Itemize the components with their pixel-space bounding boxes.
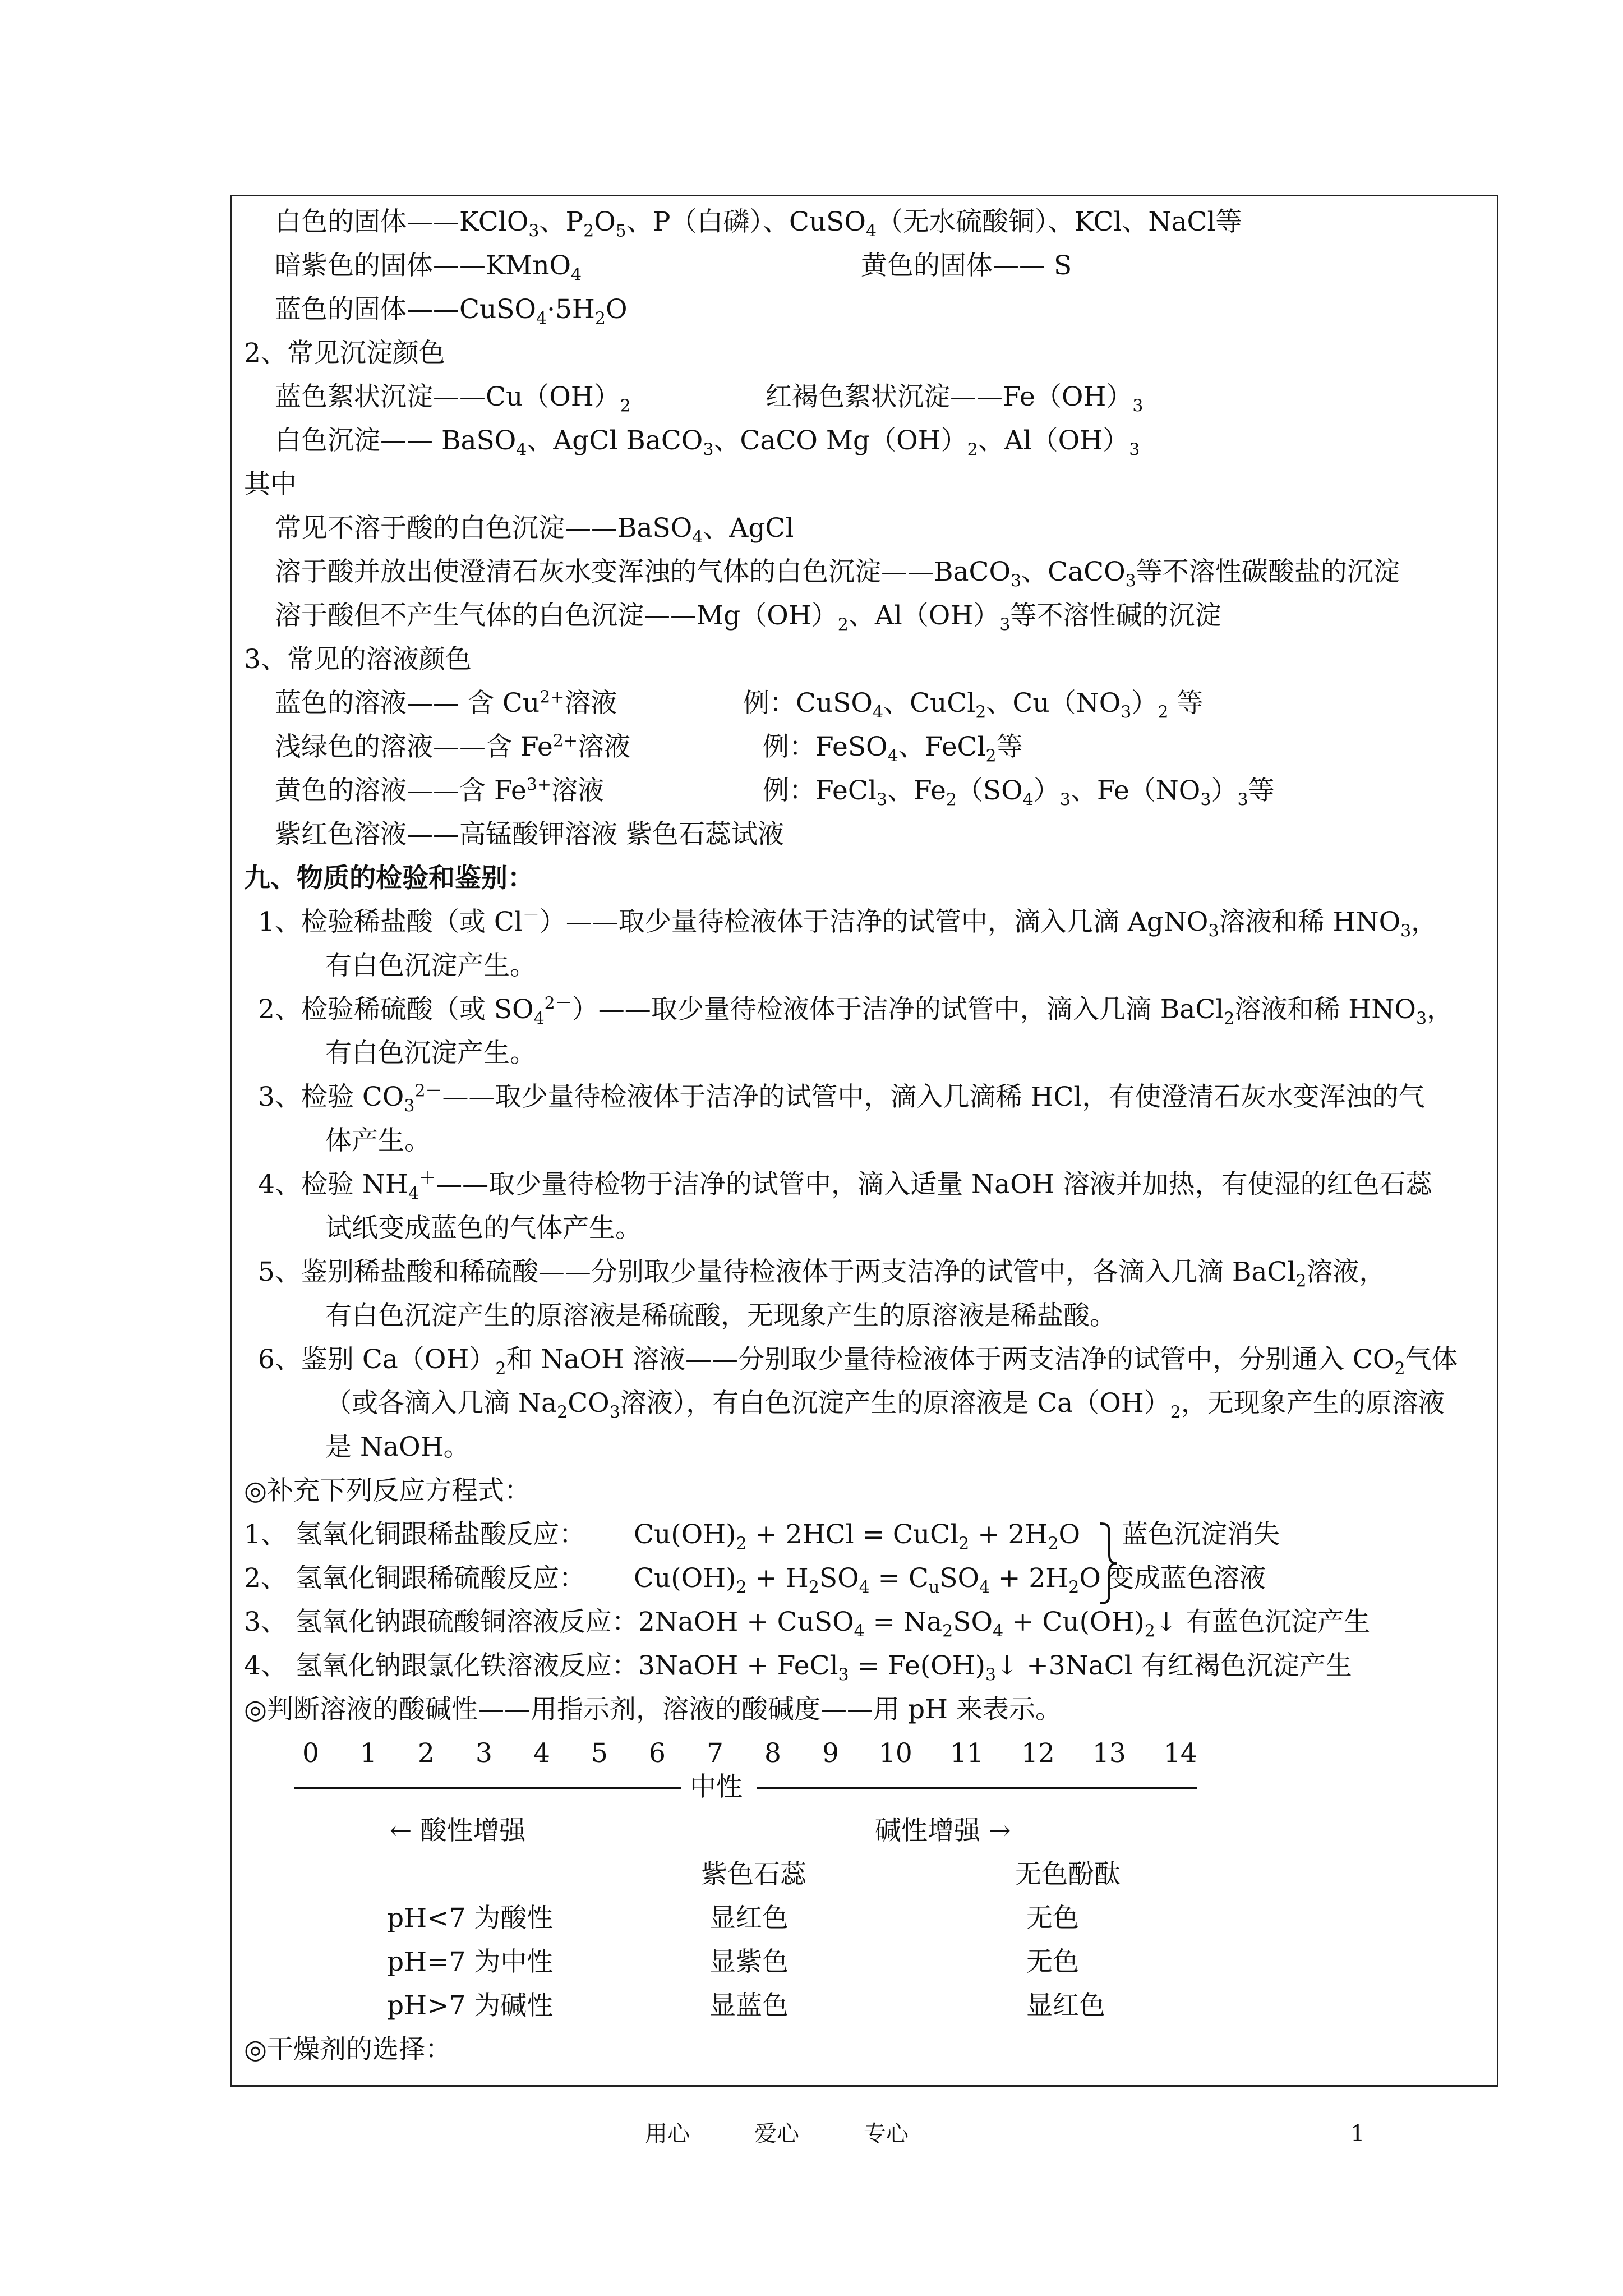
ph-row-litmus: 显紫色 bbox=[709, 1947, 789, 1977]
yellow-solution-example: 例：FeCl$_3$、$Fe_2(SO_4)_3$、$Fe(NO_3)_3$等 bbox=[763, 775, 1275, 810]
soluble-nogas-line: 溶于酸但不产生气体的白色沉淀$——Mg(OH)_2$、$Al(OH)_3$等不溶性碱的沉淀 bbox=[275, 600, 1221, 635]
test-item-6-line-3: 是 NaOH。 bbox=[325, 1432, 470, 1462]
equation-4: 4、 氢氧化钠跟氯化铁溶液反应：3NaOH + FeCl$_3$ = $Fe(OH)_3↓$ +3NaCl 有红褐色沉淀产生 bbox=[244, 1650, 1352, 1685]
equations-heading: ◎补充下列反应方程式： bbox=[244, 1475, 531, 1506]
equation-1: $Cu(OH)_2 + 2HCl$ = CuCl$_2$ + $2H_2O$ bbox=[634, 1519, 1081, 1554]
ph-scale-number: 12 bbox=[1021, 1738, 1055, 1769]
ph-scale-number: 11 bbox=[950, 1738, 984, 1769]
litmus-column-header: 紫色石蕊 bbox=[701, 1859, 806, 1890]
ph-scale-number: 9 bbox=[822, 1738, 839, 1769]
ph-scale-number: 5 bbox=[591, 1738, 608, 1769]
ph-row-litmus: 显蓝色 bbox=[709, 1990, 789, 2021]
equation-3: 3、 氢氧化钠跟硫酸铜溶液反应：2NaOH + CuSO$_4$ = $Na_2SO_4$ + $Cu(OH)_2↓$ 有蓝色沉淀产生 bbox=[244, 1607, 1371, 1641]
test-item-1-line-2: 有白色沉淀产生。 bbox=[325, 950, 536, 981]
equation-2: $Cu(OH)_2 + H_2SO_4 = C_uSO_4 + 2H_2O$ bbox=[634, 1563, 1101, 1598]
test-item-2-line-1: 2、检验稀硫酸（或 $SO_4^{2-})——$取少量待检液体于洁净的试管中，滴入几滴 BaCl$_2$溶液和稀 $HNO_3$， bbox=[258, 993, 1454, 1029]
ph-scale-number: 8 bbox=[764, 1738, 781, 1769]
test-item-3-line-1: 3、检验 $CO_3^{2-}——$取少量待检液体于洁净的试管中，滴入几滴稀 HCl，有使澄清石灰水变浑浊的气 bbox=[258, 1081, 1425, 1116]
light-green-solution-example: 例：FeSO$_4$、FeCl$_2$等 bbox=[763, 731, 1023, 766]
test-item-5-line-2: 有白色沉淀产生的原溶液是稀硫酸，无现象产生的原溶液是稀盐酸。 bbox=[325, 1300, 1116, 1331]
blue-floc-line: 蓝色絮状沉淀$——Cu(OH)_2$ bbox=[275, 381, 631, 416]
scale-line-left bbox=[294, 1787, 681, 1789]
solution-heading: 3、常见的溶液颜色 bbox=[244, 644, 472, 675]
ph-row-label: pH<7 为酸性 bbox=[387, 1903, 554, 1934]
footer-word-1: 用心 bbox=[645, 2121, 690, 2147]
ph-scale-number: 2 bbox=[418, 1738, 435, 1769]
ph-row-litmus: 显红色 bbox=[709, 1903, 789, 1934]
yellow-solid-line: 黄色的固体—— S bbox=[861, 250, 1072, 281]
equation-2-label: 2、 氢氧化铜跟稀硫酸反应： bbox=[244, 1563, 585, 1594]
brace-note-1: 蓝色沉淀消失 bbox=[1122, 1519, 1280, 1550]
test-item-6-line-1: 6、鉴别 $Ca(OH)_2$和 NaOH 溶液——分别取少量待检液体于两支洁净的试管中，分别通入 $CO_2$气体 bbox=[258, 1344, 1458, 1379]
yellow-solution-line: 黄色的溶液——含 $Fe^{3+}$溶液 bbox=[275, 775, 605, 806]
dark-purple-solid-line: 暗紫色的固体——KMnO$_4$ bbox=[275, 250, 582, 285]
acid-stronger-label: ← 酸性增强 bbox=[390, 1815, 526, 1846]
blue-solid-line: 蓝色的固体$——CuSO_4\cdot 5H_2O$ bbox=[275, 294, 628, 329]
ph-scale-number: 0 bbox=[302, 1738, 319, 1769]
white-solids-line: 白色的固体——KClO$_3$、$P_2O_5$、P（白磷）、CuSO$_4$（无水硫酸铜）、KCl、NaCl等 bbox=[275, 206, 1242, 241]
ph-scale-number: 3 bbox=[476, 1738, 492, 1769]
ph-row-phenol: 无色 bbox=[1026, 1947, 1079, 1977]
insoluble-acid-line: 常见不溶于酸的白色沉淀——BaSO$_4$、AgCl bbox=[275, 513, 794, 547]
blue-solution-line: 蓝色的溶液—— 含 $Cu^{2+}$溶液 bbox=[275, 687, 617, 719]
test-item-1-line-1: 1、检验稀盐酸（或 Cl－）——取少量待检液体于洁净的试管中，滴入几滴 AgNO$_3$溶液和稀 $HNO_3$， bbox=[258, 906, 1438, 941]
white-precipitate-line: 白色沉淀—— BaSO$_4$、AgCl BaCO$_3$、CaCO $Mg(OH)_2$、$Al(OH)_3$ bbox=[275, 425, 1140, 460]
light-green-solution-line: 浅绿色的溶液——含 $Fe^{2+}$溶液 bbox=[275, 731, 631, 762]
test-item-4-line-2: 试纸变成蓝色的气体产生。 bbox=[325, 1213, 642, 1244]
ph-scale-number: 6 bbox=[649, 1738, 666, 1769]
brace-note-2: 变成蓝色溶液 bbox=[1108, 1563, 1266, 1594]
ph-scale-number: 13 bbox=[1092, 1738, 1126, 1769]
page-number: 1 bbox=[1350, 2121, 1365, 2147]
purple-red-solution-line: 紫红色溶液——高锰酸钾溶液 紫色石蕊试液 bbox=[275, 819, 784, 850]
footer-word-3: 专心 bbox=[864, 2121, 909, 2147]
ph-row-phenol: 无色 bbox=[1026, 1903, 1079, 1934]
neutral-label: 中性 bbox=[690, 1772, 743, 1802]
footer-word-2: 爱心 bbox=[754, 2121, 799, 2147]
among-label: 其中 bbox=[244, 469, 297, 500]
test-item-3-line-2: 体产生。 bbox=[325, 1125, 431, 1156]
desiccant-heading: ◎干燥剂的选择： bbox=[244, 2034, 452, 2065]
ph-scale-number: 1 bbox=[360, 1738, 377, 1769]
test-item-5-line-1: 5、鉴别稀盐酸和稀硫酸——分别取少量待检液体于两支洁净的试管中，各滴入几滴 BaCl$_2$溶液， bbox=[258, 1257, 1386, 1291]
equation-1-label: 1、 氢氧化铜跟稀盐酸反应： bbox=[244, 1519, 585, 1550]
section-9-heading: 九、物质的检验和鉴别： bbox=[244, 863, 534, 894]
ph-row-label: pH>7 为碱性 bbox=[387, 1990, 554, 2021]
soluble-gas-line: 溶于酸并放出使澄清石灰水变浑浊的气体的白色沉淀——BaCO$_3$、CaCO$_3$等不溶性碳酸盐的沉淀 bbox=[275, 556, 1400, 591]
phenol-column-header: 无色酚酞 bbox=[1015, 1859, 1121, 1890]
ph-intro: ◎判断溶液的酸碱性——用指示剂，溶液的酸碱度——用 pH 来表示。 bbox=[244, 1694, 1062, 1725]
precipitate-heading: 2、常见沉淀颜色 bbox=[244, 338, 445, 369]
red-brown-floc-line: 红褐色絮状沉淀$——Fe(OH)_3$ bbox=[766, 381, 1144, 416]
ph-scale-number: 4 bbox=[533, 1738, 550, 1769]
blue-solution-example: 例：CuSO$_4$、CuCl$_2$、$Cu(NO_3)_2$ 等 bbox=[743, 688, 1204, 723]
ph-scale-number: 10 bbox=[879, 1738, 912, 1769]
scale-line-right bbox=[757, 1787, 1197, 1789]
test-item-2-line-2: 有白色沉淀产生。 bbox=[325, 1038, 536, 1069]
ph-row-label: pH=7 为中性 bbox=[387, 1947, 554, 1977]
ph-scale-number: 14 bbox=[1164, 1738, 1197, 1769]
test-item-4-line-1: 4、检验 $NH_4^+——$取少量待检物于洁净的试管中，滴入适量 NaOH 溶液并加热，有使湿的红色石蕊 bbox=[258, 1168, 1432, 1204]
ph-scale-number: 7 bbox=[707, 1738, 723, 1769]
test-item-6-line-2: （或各滴入几滴 $Na_2CO_3$溶液），有白色沉淀产生的原溶液是 $Ca(OH)_2$，无现象产生的原溶液 bbox=[325, 1388, 1445, 1423]
ph-row-phenol: 显红色 bbox=[1026, 1990, 1105, 2021]
base-stronger-label: 碱性增强 → bbox=[875, 1815, 1011, 1846]
